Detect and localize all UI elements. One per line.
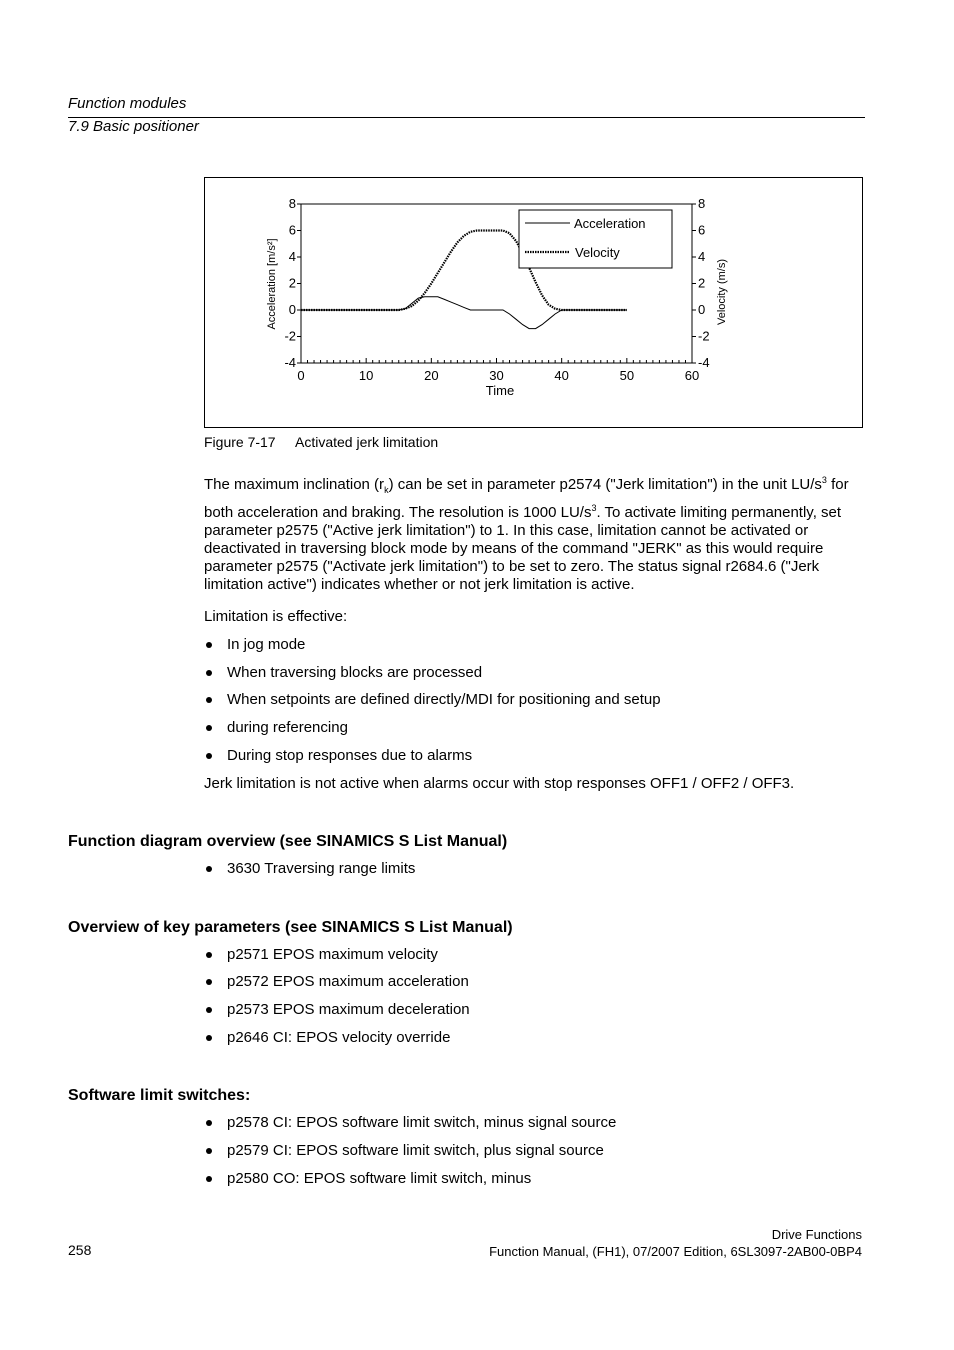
x-ticks: [297, 358, 699, 383]
y-tick-label: 8: [288, 196, 296, 211]
y2-tick-label: 6: [698, 222, 706, 238]
footer-doc-edition: Function Manual, (FH1), 07/2007 Edition, 6SL3097-2AB00-0BP4: [489, 1244, 862, 1259]
y2-tick-label: 4: [698, 249, 706, 264]
list-item-text: p2572 EPOS maximum acceleration: [227, 973, 469, 990]
figure-caption-text: Activated jerk limitation: [295, 434, 439, 450]
y-tick-label: 6: [288, 222, 296, 238]
y2-tick-label: 2: [698, 275, 706, 291]
list-item-text: p2580 CO: EPOS software limit switch, minus: [227, 1170, 532, 1187]
running-header-chapter: Function modules: [68, 95, 187, 112]
list-item-text: during referencing: [227, 719, 348, 736]
y-tick-label: 2: [288, 275, 296, 291]
subscript-k: k: [384, 485, 389, 495]
y2-axis-label: Velocity (m/s): [716, 258, 728, 326]
jerk-not-active-note: Jerk limitation is not active when alarms occur with stop responses OFF1 / OFF2 / OFF3.: [204, 775, 795, 792]
x-tick-label: 60: [684, 368, 700, 383]
superscript-3: 3: [591, 503, 597, 513]
list-item-text: During stop responses due to alarms: [227, 747, 473, 764]
section-heading-function-diagram: Function diagram overview (see SINAMICS S List Manual): [68, 833, 508, 850]
x-axis-label: Time: [485, 383, 515, 398]
legend-acceleration-label: Acceleration: [574, 216, 646, 231]
section-heading-software-limit-switches: Software limit switches:: [68, 1087, 251, 1104]
list-item-text: p2578 CI: EPOS software limit switch, minus signal source: [227, 1114, 617, 1131]
para-part: . To activate limiting permanently, set parameter p2575 ("Active jerk limitation") to 1. In this case, limitation cannot be activated or deactivated in traversing block mode by means of the command "JERK" as this would require parameter p2575 ("Activate jerk limitation") to be set to zero. The status signal r2684.6 ("Jerk limitation active") indicates whether or not jerk limitation is active.: [204, 504, 842, 593]
list-item-text: In jog mode: [227, 636, 306, 653]
x-tick-label: 20: [424, 368, 439, 383]
footer-doc-title: Drive Functions: [771, 1227, 862, 1242]
jerk-chart: [205, 178, 862, 427]
section-heading-key-parameters: Overview of key parameters (see SINAMICS S List Manual): [68, 919, 513, 936]
figure-number: Figure 7-17: [204, 434, 276, 450]
y-tick-label: 4: [288, 249, 296, 264]
legend-velocity-label: Velocity: [575, 245, 620, 260]
legend: [519, 210, 672, 268]
x-tick-label: 30: [489, 368, 504, 383]
x-tick-label: 50: [619, 368, 635, 383]
y2-tick-label: 8: [698, 196, 706, 211]
list-item-text: p2573 EPOS maximum deceleration: [227, 1001, 470, 1018]
figure-caption: [204, 434, 438, 450]
figure-frame: [204, 177, 863, 428]
x-tick-label: 10: [358, 368, 374, 383]
y-ticks: [284, 196, 301, 370]
y-axis-label: Acceleration [m/s²]: [266, 238, 278, 330]
list-item-text: p2571 EPOS maximum velocity: [227, 946, 438, 963]
y2-ticks: [692, 196, 710, 370]
list-item-text: When setpoints are defined directly/MDI for positioning and setup: [227, 691, 661, 708]
para-part: for both acceleration and braking. The resolution is 1000 LU/s: [204, 476, 849, 521]
x-tick-label: 0: [297, 368, 305, 383]
y-tick-label: -2: [284, 328, 296, 344]
para-part: ) can be set in parameter p2574 ("Jerk limitation") in the unit LU/s: [388, 476, 822, 493]
list-item-text: p2646 CI: EPOS velocity override: [227, 1029, 451, 1046]
limitation-intro: Limitation is effective:: [204, 608, 348, 625]
y2-tick-label: 0: [698, 302, 706, 317]
jerk-description-paragraph: [204, 471, 854, 594]
page-number: 258: [68, 1242, 92, 1258]
series-acceleration-line: [301, 297, 627, 329]
y2-tick-label: -2: [698, 328, 710, 344]
x-tick-label: 40: [554, 368, 569, 383]
y2-tick-label: -4: [698, 355, 710, 370]
list-item-text: When traversing blocks are processed: [227, 664, 483, 681]
list-item-text: p2579 CI: EPOS software limit switch, plus signal source: [227, 1142, 604, 1159]
header-rule: [68, 117, 865, 118]
superscript-3: 3: [821, 475, 827, 485]
running-header-section: 7.9 Basic positioner: [68, 118, 199, 135]
y-tick-label: 0: [288, 302, 296, 317]
para-part: The maximum inclination (r: [204, 476, 385, 493]
list-item-text: 3630 Traversing range limits: [227, 860, 416, 877]
y-tick-label: -4: [284, 355, 296, 370]
